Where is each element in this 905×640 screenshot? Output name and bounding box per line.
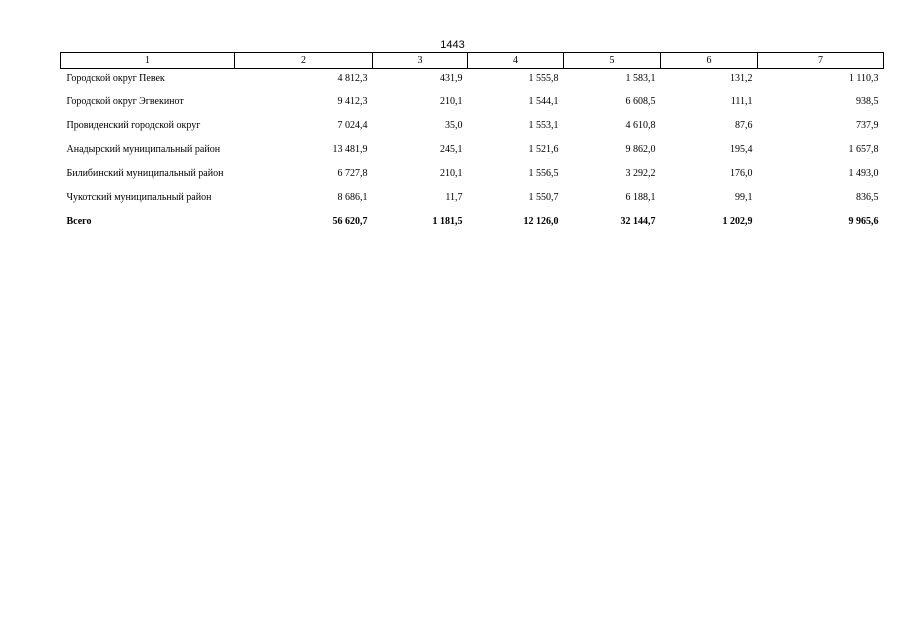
table-cell: 7 024,4 (337, 119, 368, 131)
table-cell: 111,1 (730, 95, 753, 107)
region-name: Билибинский муниципальный район (66, 167, 224, 179)
table-cell: 1 555,8 (528, 73, 559, 84)
region-name: Провиденский городской округ (66, 119, 201, 131)
header-row (61, 53, 884, 69)
region-name: Городской округ Эгвекинот (66, 95, 184, 107)
table-cell: 1 553,1 (528, 119, 559, 131)
column-header: 3 (373, 53, 468, 69)
table-cell: 176,0 (730, 167, 753, 179)
table-cell: 6 727,8 (337, 167, 368, 179)
total-cell: 9 965,6 (848, 215, 879, 227)
table-cell: 9 862,0 (625, 143, 656, 155)
table-cell: 4 812,3 (337, 73, 368, 84)
table-cell: 87,6 (735, 119, 753, 131)
table-cell: 836,5 (856, 191, 879, 203)
table-cell: 13 481,9 (332, 143, 368, 155)
table-cell: 99,1 (735, 191, 753, 203)
table-cell: 737,9 (856, 119, 879, 131)
column-header: 4 (468, 53, 564, 69)
table-cell: 8 686,1 (337, 191, 368, 203)
table-cell: 1 493,0 (848, 167, 879, 179)
table-cell: 6 608,5 (625, 95, 656, 107)
table-cell: 431,9 (440, 73, 463, 84)
total-cell: 56 620,7 (332, 215, 368, 227)
table-row (61, 144, 884, 168)
total-row (61, 216, 884, 240)
table-cell: 131,2 (730, 73, 753, 84)
column-header: 1 (61, 53, 235, 69)
total-cell: 32 144,7 (620, 215, 656, 227)
total-cell: 12 126,0 (523, 215, 559, 227)
table-cell: 1 556,5 (528, 167, 559, 179)
table-cell: 6 188,1 (625, 191, 656, 203)
table-cell: 1 544,1 (528, 95, 559, 107)
table-cell: 11,7 (445, 191, 463, 203)
column-header: 7 (758, 53, 884, 69)
column-header: 5 (564, 53, 661, 69)
table-cell: 195,4 (730, 143, 753, 155)
region-name: Чукотский муниципальный район (66, 191, 212, 203)
total-label: Всего (66, 215, 92, 227)
table-row (61, 168, 884, 192)
page-number: 1443 (440, 39, 465, 51)
region-name: Городской округ Певек (66, 73, 165, 84)
table-cell: 3 292,2 (625, 167, 656, 179)
region-name: Анадырский муниципальный район (66, 143, 221, 155)
table-cell: 1 550,7 (528, 191, 559, 203)
total-cell: 1 202,9 (722, 215, 753, 227)
table-cell: 9 412,3 (337, 95, 368, 107)
total-cell: 1 181,5 (432, 215, 463, 227)
table-cell: 245,1 (440, 143, 463, 155)
table-row (61, 120, 884, 144)
table-cell: 35,0 (445, 119, 463, 131)
column-header: 2 (235, 53, 373, 69)
table-row (61, 96, 884, 120)
table-cell: 4 610,8 (625, 119, 656, 131)
table-cell: 938,5 (856, 95, 879, 107)
table-cell: 1 583,1 (625, 73, 656, 84)
data-table (60, 52, 884, 240)
table-cell: 210,1 (440, 167, 463, 179)
table-cell: 210,1 (440, 95, 463, 107)
table-cell: 1 110,3 (848, 73, 879, 84)
column-header: 6 (661, 53, 758, 69)
table-cell: 1 657,8 (848, 143, 879, 155)
table-row (61, 192, 884, 216)
table-cell: 1 521,6 (528, 143, 559, 155)
table-row (61, 69, 884, 96)
